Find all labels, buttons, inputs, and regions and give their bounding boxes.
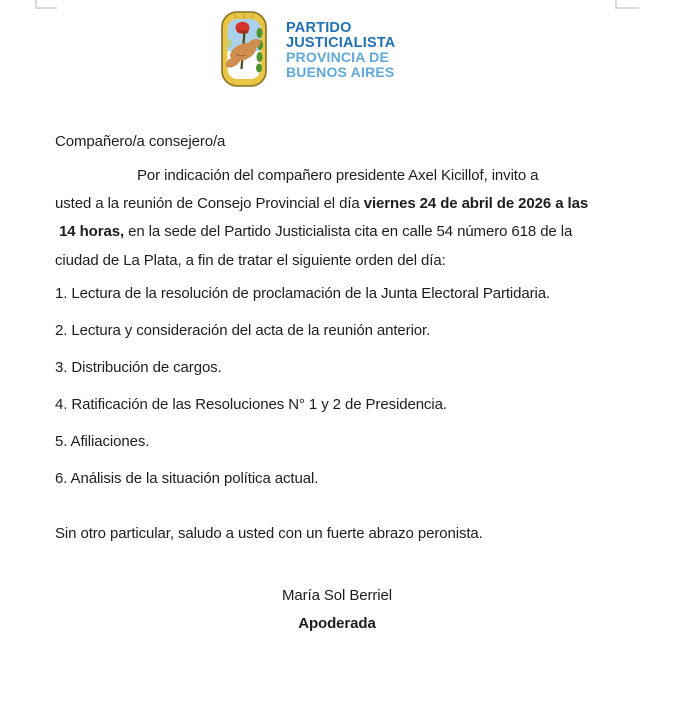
party-province-line1: PROVINCIA DE xyxy=(286,49,390,66)
paragraph-text: Por indicación del compañero presidente Axel Kicillof, invito a xyxy=(137,167,539,184)
letter-paragraph xyxy=(55,162,619,275)
crop-corner-right xyxy=(615,0,639,9)
party-letterhead xyxy=(221,11,395,87)
party-province-line2: BUENOS AIRES xyxy=(286,63,395,80)
paragraph-bold-date: viernes 24 de abril de 2026 a las xyxy=(363,195,589,213)
paragraph-line-4: ciudad de La Plata, a fin de tratar el siguiente orden del día: xyxy=(55,251,446,269)
agenda-item-5: 5. Afiliaciones. xyxy=(55,432,150,450)
letter-body xyxy=(55,131,619,635)
party-name-block xyxy=(286,11,395,79)
letter-closing: Sin otro particular, saludo a usted con un fuerte abrazo peronista. xyxy=(55,524,483,542)
pj-crest-icon xyxy=(221,11,267,87)
paragraph-text: usted a la reunión de Consejo Provincial el día xyxy=(55,195,364,213)
party-name-line1: PARTIDO xyxy=(286,20,352,36)
crop-corner-left xyxy=(35,0,57,9)
party-name-line2: JUSTICIALISTA xyxy=(286,34,396,51)
agenda-item-2: 2. Lectura y consideración del acta de la reunión anterior. xyxy=(55,321,431,339)
signature-role: Apoderada xyxy=(298,614,376,632)
agenda-item-4: 4. Ratificación de las Resoluciones N° 1 y 2 de Presidencia. xyxy=(55,395,447,413)
agenda-item-6: 6. Análisis de la situación política actual. xyxy=(55,469,319,487)
paragraph-line-1 xyxy=(55,162,619,190)
agenda-item-3: 3. Distribución de cargos. xyxy=(55,358,222,376)
paragraph-bold-time: 14 horas, xyxy=(55,223,125,241)
signature-name: María Sol Berriel xyxy=(281,586,392,604)
paragraph-line-3 xyxy=(55,218,619,246)
agenda-list xyxy=(55,283,619,490)
paragraph-line-2 xyxy=(55,190,619,218)
letter-salutation: Compañero/a consejero/a xyxy=(55,133,226,150)
paragraph-text: en la sede del Partido Justicialista cita en calle 54 número 618 de la xyxy=(124,223,573,241)
agenda-item-1: 1. Lectura de la resolución de proclamación de la Junta Electoral Partidaria. xyxy=(55,284,551,302)
